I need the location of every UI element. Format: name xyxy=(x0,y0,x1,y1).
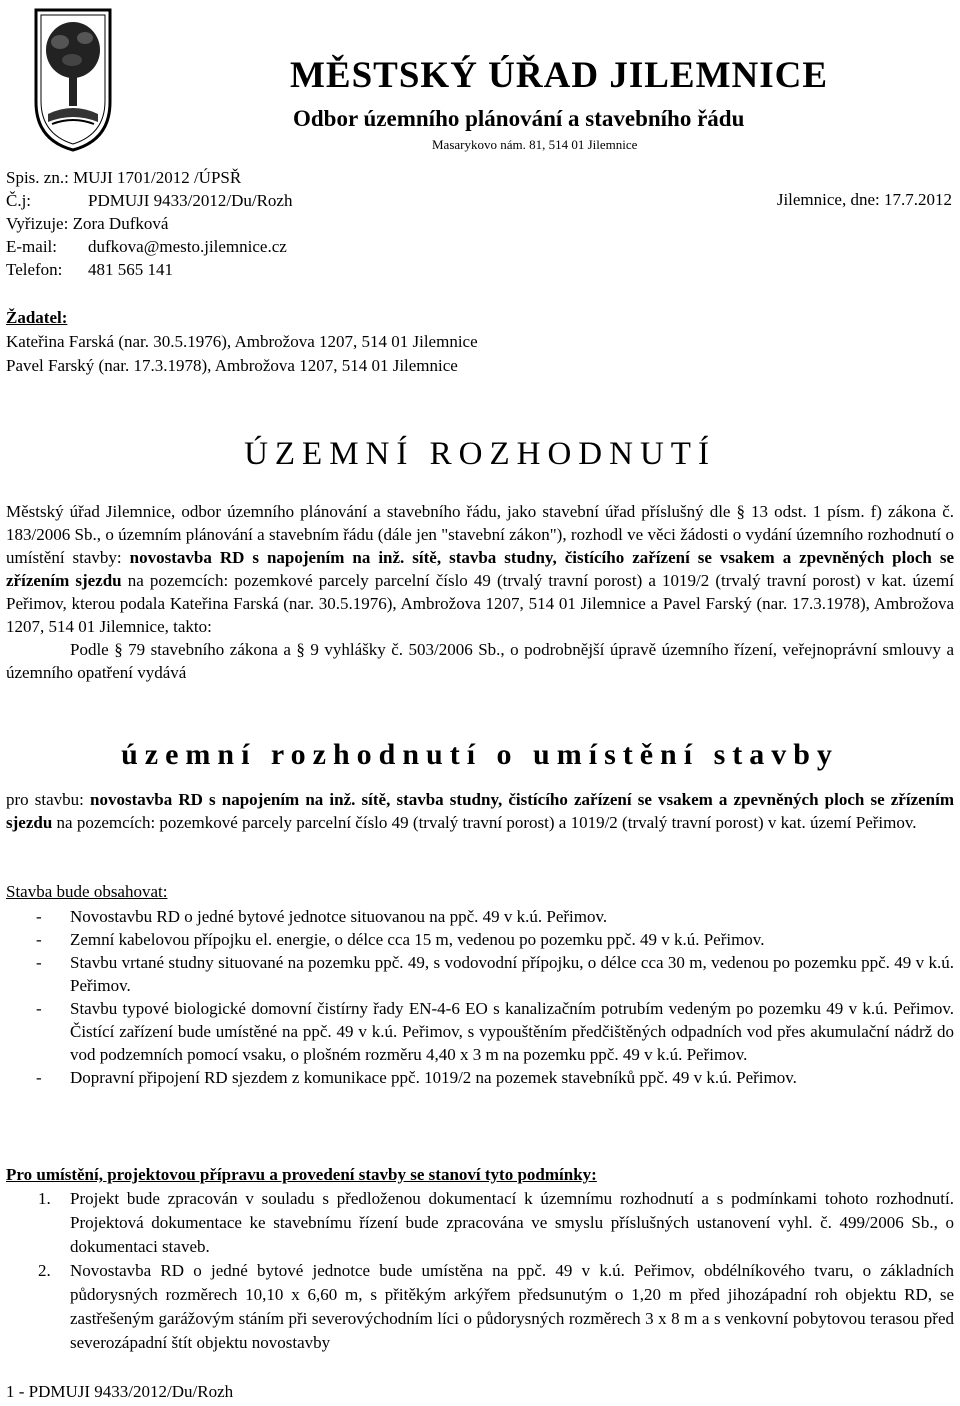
telefon-label: Telefon: xyxy=(6,260,63,279)
condition-item: 2. Novostavba RD o jedné bytové jednotce bude umístěna na ppč. 49 v k.ú. Peřimov, obdélníkového tvaru, o základních půdorysných rozměrech 10,10 x 6,60 m, s přitěkým arkýřem předsunutým o 1,20 m před jihozápadní roh objektu RD, se zastřešeným garážovým stáním při severovýchodním líci o půdorysných rozměrech 3 x 8 m a s venkovní pobytovou terasou před severozápadní štít objektu novostavby xyxy=(38,1261,954,1352)
handled-by xyxy=(6,213,168,235)
spis-value: MUJI 1701/2012 /ÚPSŘ xyxy=(73,168,242,187)
decision-title: ÚZEMNÍ ROZHODNUTÍ xyxy=(244,436,716,472)
page-footer: 1 - PDMUJI 9433/2012/Du/Rozh xyxy=(6,1382,234,1401)
vyrizuje-label: Vyřizuje: xyxy=(6,214,69,233)
list-item: - Novostavbu RD o jedné bytové jednotce situovanou na ppč. 49 v k.ú. Peřimov. xyxy=(36,907,608,926)
intro-text-1: Městský úřad Jilemnice, odbor územního plánování a stavebního řádu, jako stavební úřad příslušný dle § 13 odst. 1 písm. f) zákona č. 183/2006 Sb., o územním plánování a stavebním řádu (dále jen "stavební zákon"), rozhodl ve věci žádosti o vydání územního rozhodnutí o umístění stavby: xyxy=(6,502,954,567)
conditions-heading: Pro umístění, projektovou přípravu a provedení stavby se stanoví tyto podmínky: xyxy=(6,1165,597,1184)
office-title: MĚSTSKÝ ÚŘAD JILEMNICE xyxy=(290,55,829,96)
applicant-line-1: Kateřina Farská (nar. 30.5.1976), Ambrožova 1207, 514 01 Jilemnice xyxy=(6,332,478,351)
condition-item: 1. Projekt bude zpracován v souladu s předloženou dokumentací k územnímu rozhodnutí a s podmínkami tohoto rozhodnutí. Projektová dokumentace ke stavebnímu řízení bude zpracována ve smyslu příslušných ustanovení vyhl. č. 499/2006 Sb., o dokumentaci staveb. xyxy=(38,1189,954,1256)
for-building-bold: novostavba RD s napojením na inž. sítě, stavba studny, čistícího zařízení se vsakem a zpevněných ploch se zřízením sjezdu xyxy=(6,790,954,832)
phone xyxy=(6,259,173,281)
cj-label: Č.j: xyxy=(6,191,32,210)
telefon-value: 481 565 141 xyxy=(88,260,173,279)
applicant-label: Žadatel: xyxy=(6,308,68,327)
decision-subtitle: územní rozhodnutí o umístění stavby xyxy=(121,738,839,771)
list-item: - Stavbu vrtané studny situované na pozemku ppč. 49, s vodovodní přípojku, o délce cca 30 m, vedenou po pozemku ppč. 49 v k.ú. Peřimov. xyxy=(36,953,954,995)
document-date: Jilemnice, dne: 17.7.2012 xyxy=(776,190,952,209)
conditions-list xyxy=(6,1187,954,1355)
for-building-suffix: na pozemcích: pozemkové parcely parcelní číslo 49 (trvalý travní porost) a 1019/2 (trvalý travní porost) v kat. území Peřimov. xyxy=(52,813,917,832)
vyrizuje-value: Zora Dufková xyxy=(72,214,169,233)
applicant-line-2: Pavel Farský (nar. 17.3.1978), Ambrožova 1207, 514 01 Jilemnice xyxy=(6,356,458,375)
legal-basis: Podle § 79 stavebního zákona a § 9 vyhlášky č. 503/2006 Sb., o podrobnější úpravě územního řízení, veřejnoprávní smlouvy a územního opatření vydává xyxy=(6,640,954,682)
for-building-prefix: pro stavbu: xyxy=(6,790,91,809)
contents-label: Stavba bude obsahovat: xyxy=(6,882,168,901)
intro-text-2: na pozemcích: pozemkové parcely parcelní číslo 49 (trvalý travní porost) a 1019/2 (trvalý travní porost) v kat. území Peřimov, kterou podala Kateřina Farská (nar. 30.5.1976), Ambrožova 1207, 514 01 Jilemnice a Pavel Farský (nar. 17.3.1978), Ambrožova 1207, 514 01 Jilemnice, takto: xyxy=(6,571,954,636)
intro-paragraph xyxy=(6,500,954,684)
department-name: Odbor územního plánování a stavebního řádu xyxy=(293,106,745,131)
list-item: - Zemní kabelovou přípojku el. energie, o délce cca 15 m, vedenou po pozemku ppč. 49 v k.ú. Peřimov. xyxy=(36,930,765,949)
for-building-paragraph xyxy=(6,788,954,834)
email-value: dufkova@mesto.jilemnice.cz xyxy=(88,237,287,256)
list-item: - Dopravní připojení RD sjezdem z komunikace ppč. 1019/2 na pozemek stavebníků ppč. 49 v k.ú. Peřimov. xyxy=(36,1068,797,1087)
file-reference xyxy=(6,167,241,189)
cj-value: PDMUJI 9433/2012/Du/Rozh xyxy=(88,191,293,210)
office-address: Masarykovo nám. 81, 514 01 Jilemnice xyxy=(432,137,638,152)
reference-number xyxy=(6,190,292,212)
spis-label: Spis. zn.: xyxy=(6,168,69,187)
email-label: E-mail: xyxy=(6,237,57,256)
contents-list xyxy=(6,905,954,1089)
email xyxy=(6,236,287,258)
list-item: - Stavbu typové biologické domovní čistírny řady EN-4-6 EO s kanalizačním potrubím vedeným po pozemku 49 v k.ú. Peřimov. Čistící zařízení bude umístěné na ppč. 49 v k.ú. Peřimov, s vypouštěním předčištěných odpadních vod přes akumulační nádrž do vod podzemních pomocí vsaku, o plošném rozměru 4,40 x 3 m na pozemku ppč. 49 v k.ú. Peřimov. xyxy=(36,999,954,1064)
intro-building-bold: novostavba RD s napojením na inž. sítě, stavba studny, čistícího zařízení se vsakem a zpevněných ploch se zřízením sjezdu xyxy=(6,548,954,590)
city-coat-of-arms-icon xyxy=(30,2,116,152)
